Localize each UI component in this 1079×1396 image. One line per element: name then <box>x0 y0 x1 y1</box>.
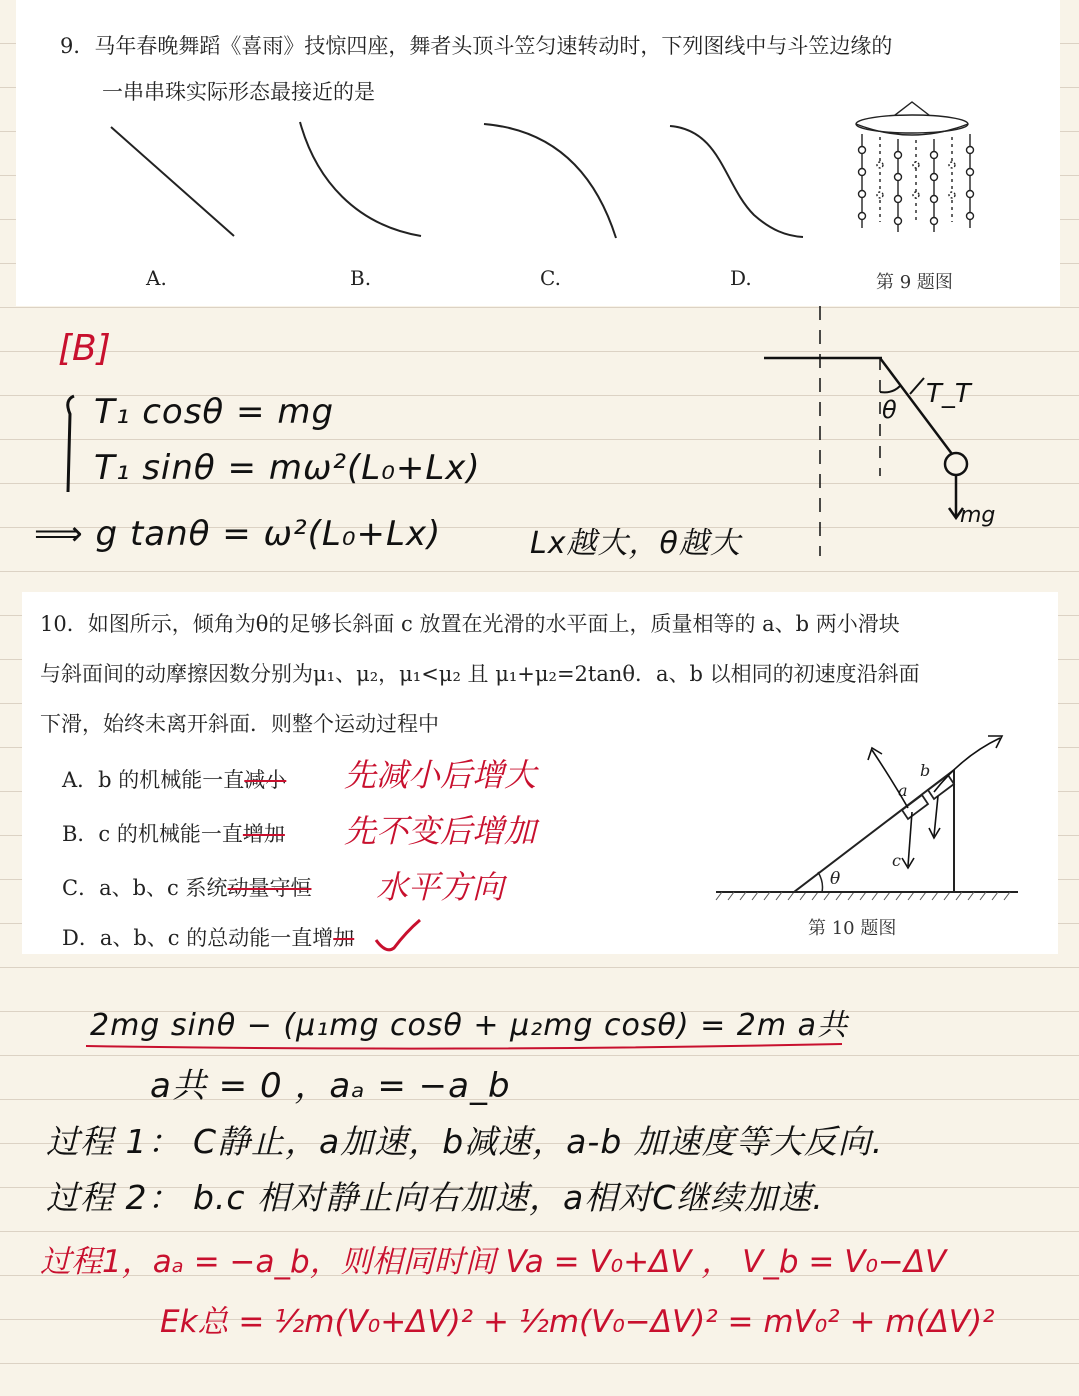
q9-conclusion: Lx越大，θ越大 <box>530 526 741 561</box>
q10-option-a-prefix: A．b 的机械能一直 <box>62 768 245 792</box>
bead-strings <box>859 134 974 232</box>
q10-equation-1: 2mg sinθ − (μ₁mg cosθ + μ₂mg cosθ) = 2m a共 <box>90 1008 848 1043</box>
block-a-label: a <box>898 781 908 800</box>
q10-option-a <box>62 764 286 794</box>
block-b-label: b <box>920 761 931 780</box>
q9-option-b-label: B. <box>350 266 372 290</box>
q10-text-line1: 10．如图所示，倾角为θ的足够长斜面 c 放置在光滑的水平面上，质量相等的 a、b 两小滑块 <box>40 612 900 636</box>
q10-option-b-struck: 增加 <box>242 822 285 846</box>
diagram-weight-label: mg <box>960 503 996 528</box>
q9-equation-2: T₁ sinθ = mω²(L₀+Lx) <box>94 448 481 488</box>
q10-option-c-prefix: C．a、b、c 系统 <box>62 876 228 900</box>
q10-figure-caption: 第 10 题图 <box>808 918 897 939</box>
q10-option-c <box>62 872 311 902</box>
incline-c-label: c <box>892 851 901 870</box>
q10-option-c-struck: 动量守恒 <box>227 876 312 900</box>
q9-figure-caption: 第 9 题图 <box>876 272 953 293</box>
pendulum-diagram <box>760 306 1020 566</box>
q9-option-d-label: D. <box>730 266 752 290</box>
q10-option-b <box>62 818 285 848</box>
q10-note-a: 先减小后增大 <box>344 756 537 794</box>
question-9-card <box>16 0 1060 306</box>
question-10-card <box>22 592 1058 954</box>
q10-red-note-2: Ek总 = ½m(V₀+ΔV)² + ½m(V₀−ΔV)² = mV₀² + m(ΔV)² <box>160 1304 995 1340</box>
q9-option-a-label: A. <box>146 266 167 290</box>
diagram-theta-label: θ <box>882 396 897 424</box>
curve-d <box>670 126 803 237</box>
q10-option-d <box>62 922 354 952</box>
q9-equation-1: T₁ cosθ = mg <box>94 392 335 432</box>
q9-option-curves <box>16 0 1060 306</box>
q10-equation-2: a共 = 0 ，aₐ = −a_b <box>150 1066 511 1106</box>
incline-theta-label: θ <box>830 869 841 889</box>
system-brace <box>58 392 88 502</box>
red-check-mark <box>372 918 432 958</box>
q9-equation-3: ⟹ g tanθ = ω²(L₀+Lx) <box>34 514 442 554</box>
incline-figure <box>712 716 1032 936</box>
q10-option-a-struck: 减小 <box>244 768 287 792</box>
curve-c <box>484 124 616 238</box>
q10-text-line2: 与斜面间的动摩擦因数分别为μ₁、μ₂，μ₁<μ₂ 且 μ₁+μ₂=2tanθ．a、b 以相同的初速度沿斜面 <box>40 662 920 686</box>
red-underline <box>86 1040 846 1060</box>
q9-text-line2: 一串串珠实际形态最接近的是 <box>102 80 375 104</box>
q10-process-2: 过程 2： b.c 相对静止向右加速，a相对C继续加速. <box>46 1178 824 1217</box>
curve-a <box>111 127 234 236</box>
q10-option-b-prefix: B．c 的机械能一直 <box>62 822 243 846</box>
q10-note-b: 先不变后增加 <box>344 812 537 850</box>
q10-red-note-1: 过程1，aₐ = −a_b，则相同时间 Va = V₀+ΔV ， V_b = V₀−ΔV <box>40 1244 947 1280</box>
q10-option-d-prefix: D．a、b、c 的总动能一直增 <box>62 926 334 950</box>
q9-option-c-label: C. <box>540 266 561 290</box>
q9-answer: [B] <box>58 328 111 369</box>
q10-option-d-struck: 加 <box>333 926 355 950</box>
q10-text-line3: 下滑，始终未离开斜面．则整个运动过程中 <box>40 712 439 736</box>
curve-b <box>300 122 421 236</box>
hat-figure <box>856 102 974 232</box>
diagram-tension-label: T_T <box>926 379 971 409</box>
q9-text-line1: 9．马年春晚舞蹈《喜雨》技惊四座，舞者头顶斗笠匀速转动时，下列图线中与斗笠边缘的 <box>60 34 893 58</box>
q10-note-c: 水平方向 <box>376 868 505 906</box>
q10-process-1: 过程 1： C静止，a加速，b减速，a-b 加速度等大反向. <box>46 1122 884 1161</box>
